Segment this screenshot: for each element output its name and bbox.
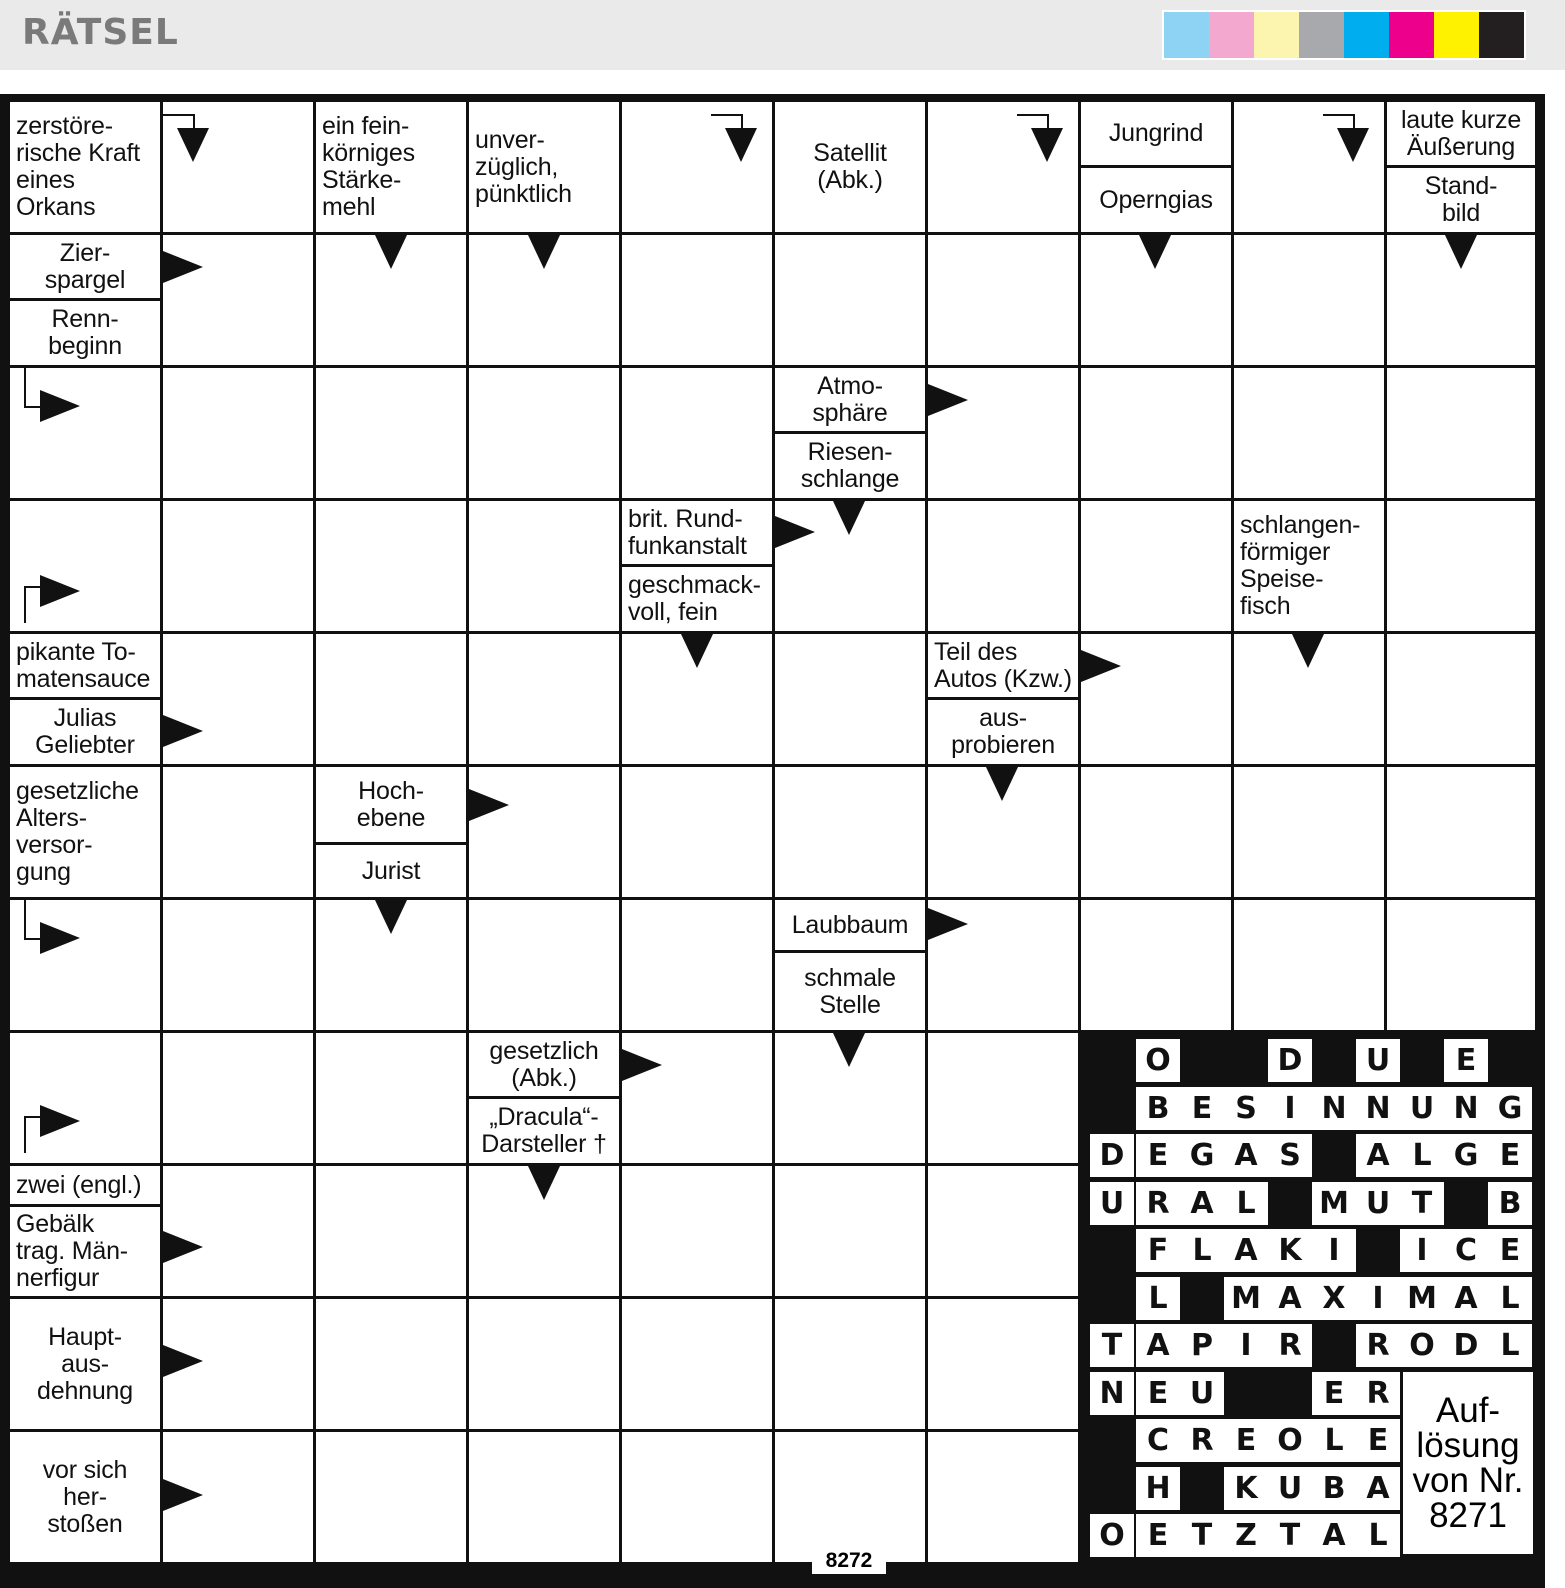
clue-c6 (1081, 168, 1231, 232)
solution-letter: U (1400, 1087, 1444, 1130)
clue-c13 (622, 501, 772, 564)
answer-cell[interactable] (622, 900, 772, 1030)
solution-letter: O (1400, 1324, 1444, 1367)
arrow-down-icon (1445, 235, 1477, 269)
solution-letter: X (1312, 1277, 1356, 1320)
clue-text: Laubbaum (791, 910, 909, 939)
solution-letter: I (1224, 1324, 1268, 1367)
answer-cell[interactable] (1234, 900, 1384, 1030)
solution-letter: S (1224, 1087, 1268, 1130)
solution-letter: E (1488, 1229, 1532, 1272)
previous-solution-label: Auf- lösung von Nr. 8271 (1403, 1372, 1533, 1554)
answer-cell[interactable] (469, 1299, 619, 1429)
solution-letter: M (1224, 1277, 1268, 1320)
solution-letter: E (1224, 1419, 1268, 1462)
solution-letter: D (1444, 1324, 1488, 1367)
arrow-right-icon (40, 1105, 80, 1137)
solution-letter: A (1356, 1134, 1400, 1177)
solution-letter: T (1180, 1514, 1224, 1557)
clue-c29 (10, 1299, 160, 1429)
solution-letter: A (1136, 1324, 1180, 1367)
solution-letter: L (1136, 1277, 1180, 1320)
crossword-board (0, 94, 1545, 1588)
clue-c1 (10, 102, 160, 232)
solution-letter: A (1356, 1467, 1400, 1510)
solution-letter: Z (1224, 1514, 1268, 1557)
clue-cell (10, 1432, 160, 1562)
clue-text: gesetzlich (Abk.) (489, 1036, 599, 1092)
color-swatch (1254, 12, 1299, 58)
arrow-down-icon (375, 900, 407, 934)
arrow-right-icon (163, 1231, 203, 1263)
answer-cell[interactable] (1387, 634, 1535, 764)
solution-letter: R (1136, 1182, 1180, 1225)
arrow-right-icon (40, 922, 80, 954)
solution-letter: N (1090, 1372, 1134, 1415)
solution-letter: N (1356, 1087, 1400, 1130)
clue-cell (10, 235, 160, 365)
clue-c12 (775, 434, 925, 498)
solution-letter: N (1312, 1087, 1356, 1130)
answer-cell[interactable] (928, 501, 1078, 631)
solution-letter: E (1444, 1039, 1488, 1082)
arrow-down-icon (1337, 128, 1369, 162)
solution-letter: L (1488, 1324, 1532, 1367)
solution-letter: E (1136, 1372, 1180, 1415)
solution-letter: B (1488, 1182, 1532, 1225)
solution-letter: M (1312, 1182, 1356, 1225)
arrow-down-icon (1292, 634, 1324, 668)
solution-letter: U (1180, 1372, 1224, 1415)
clue-cell (10, 102, 160, 232)
solution-letter: E (1356, 1419, 1400, 1462)
solution-letter: N (1444, 1087, 1488, 1130)
solution-letter: L (1180, 1229, 1224, 1272)
clue-c15 (1234, 501, 1384, 631)
arrow-right-icon (40, 390, 80, 422)
puzzle-number: 8272 (812, 1548, 886, 1574)
answer-cell[interactable] (1081, 900, 1231, 1030)
answer-cell[interactable] (775, 1166, 925, 1296)
clue-c30 (10, 1432, 160, 1562)
clue-cell (1234, 501, 1384, 631)
answer-cell[interactable] (1387, 767, 1535, 897)
answer-cell[interactable] (316, 1432, 466, 1562)
clue-cell (775, 368, 925, 498)
clue-text: pikante To- matensauce (16, 637, 151, 693)
answer-cell[interactable] (928, 1432, 1078, 1562)
answer-cell[interactable] (928, 1033, 1078, 1163)
clue-text: Operngias (1099, 185, 1213, 214)
arrow-down-icon (177, 128, 209, 162)
clue-text: „Dracula“- Darsteller † (481, 1103, 607, 1158)
clue-text: Riesen- schlange (800, 438, 900, 493)
answer-cell[interactable] (163, 900, 313, 1030)
arrow-right-icon (928, 384, 968, 416)
solution-letter: A (1180, 1182, 1224, 1225)
clue-cell (10, 1166, 160, 1296)
color-calibration-bar (1162, 10, 1526, 60)
arrow-down-icon (986, 767, 1018, 801)
solution-letter: E (1488, 1134, 1532, 1177)
answer-cell[interactable] (622, 1299, 772, 1429)
page-header (0, 0, 1565, 70)
clue-text: Hoch- ebene (356, 776, 426, 832)
clue-c11 (775, 368, 925, 431)
solution-letter: E (1136, 1514, 1180, 1557)
answer-cell[interactable] (316, 1033, 466, 1163)
clue-text: Renn- beginn (48, 305, 122, 360)
answer-cell[interactable] (316, 1166, 466, 1296)
clue-text: Satellit (Abk.) (813, 139, 887, 194)
clue-c19 (928, 700, 1078, 764)
answer-cell[interactable] (775, 767, 925, 897)
answer-cell[interactable] (622, 767, 772, 897)
clue-text: zwei (engl.) (16, 1170, 142, 1199)
answer-cell[interactable] (622, 1166, 772, 1296)
answer-cell[interactable] (316, 501, 466, 631)
clue-c28 (10, 1207, 160, 1296)
clue-c21 (316, 767, 466, 842)
solution-letter: B (1312, 1467, 1356, 1510)
solution-letter: T (1268, 1514, 1312, 1557)
clue-c23 (775, 900, 925, 950)
answer-cell[interactable] (775, 235, 925, 365)
arrow-down-icon (833, 1033, 865, 1067)
solution-letter: A (1224, 1134, 1268, 1177)
answer-cell[interactable] (775, 634, 925, 764)
clue-text: laute kurze Äußerung (1400, 105, 1522, 161)
arrow-right-icon (163, 1345, 203, 1377)
answer-cell[interactable] (928, 235, 1078, 365)
answer-cell[interactable] (1234, 767, 1384, 897)
clue-text: gesetzliche Alters- versor- gung (16, 777, 139, 886)
answer-cell[interactable] (1081, 767, 1231, 897)
answer-cell[interactable] (622, 235, 772, 365)
answer-cell[interactable] (622, 102, 772, 232)
clue-cell (316, 767, 466, 897)
arrow-down-icon (681, 634, 713, 668)
clue-text: Jurist (361, 856, 421, 885)
solution-letter: T (1400, 1182, 1444, 1225)
solution-letter: S (1268, 1134, 1312, 1177)
arrow-right-icon (928, 908, 968, 940)
clue-text: geschmack- voll, fein (628, 571, 761, 626)
clue-text: Teil des Autos (Kzw.) (934, 637, 1072, 693)
answer-cell[interactable] (316, 368, 466, 498)
solution-letter: E (1136, 1134, 1180, 1177)
solution-letter: L (1356, 1514, 1400, 1557)
arrow-down-icon (375, 235, 407, 269)
clue-cell (10, 634, 160, 764)
answer-cell[interactable] (1081, 501, 1231, 631)
clue-cell (1081, 102, 1231, 232)
solution-letter: H (1136, 1467, 1180, 1510)
clue-text: schmale Stelle (804, 963, 896, 1019)
clue-cell (469, 1033, 619, 1163)
clue-c27 (10, 1166, 160, 1204)
answer-cell[interactable] (622, 1432, 772, 1562)
arrow-down-icon (1031, 128, 1063, 162)
clue-cell (10, 1299, 160, 1429)
answer-cell[interactable] (163, 368, 313, 498)
solution-letter: O (1268, 1419, 1312, 1462)
answer-cell[interactable] (316, 634, 466, 764)
color-swatch (1299, 12, 1344, 58)
clue-c5 (1081, 102, 1231, 165)
clue-text: ein fein- körniges Stärke- mehl (322, 112, 415, 221)
answer-cell[interactable] (163, 767, 313, 897)
clue-text: aus- probieren (951, 704, 1055, 759)
solution-letter: G (1180, 1134, 1224, 1177)
answer-cell[interactable] (316, 1299, 466, 1429)
clue-text: Jungrind (1108, 119, 1204, 147)
clue-cell (775, 900, 925, 1030)
solution-letter: E (1312, 1372, 1356, 1415)
answer-cell[interactable] (163, 501, 313, 631)
clue-cell (1387, 102, 1535, 232)
clue-c8 (1387, 168, 1535, 232)
solution-letter: U (1356, 1039, 1400, 1082)
solution-letter: D (1090, 1134, 1134, 1177)
solution-letter: I (1356, 1277, 1400, 1320)
clue-cell (316, 102, 466, 232)
clue-text: vor sich her- stoßen (42, 1455, 128, 1538)
color-swatch (1389, 12, 1434, 58)
clue-c24 (775, 953, 925, 1030)
clue-c3 (469, 102, 619, 232)
solution-letter: L (1312, 1419, 1356, 1462)
color-swatch (1344, 12, 1389, 58)
solution-letter: B (1136, 1087, 1180, 1130)
arrow-right-icon (163, 251, 203, 283)
answer-cell[interactable] (775, 1432, 925, 1562)
solution-letter: A (1268, 1277, 1312, 1320)
color-swatch (1434, 12, 1479, 58)
solution-letter: P (1180, 1324, 1224, 1367)
solution-letter: R (1180, 1419, 1224, 1462)
clue-text: unver- züglich, pünktlich (475, 125, 572, 208)
color-swatch (1479, 12, 1524, 58)
clue-text: Atmo- sphäre (812, 371, 888, 427)
answer-cell[interactable] (928, 1299, 1078, 1429)
clue-c20 (10, 767, 160, 897)
arrow-down-icon (1139, 235, 1171, 269)
clue-cell (10, 767, 160, 897)
arrow-right-icon (469, 789, 509, 821)
answer-cell[interactable] (1387, 368, 1535, 498)
solution-letter: G (1444, 1134, 1488, 1177)
answer-cell[interactable] (775, 1299, 925, 1429)
answer-cell[interactable] (928, 102, 1078, 232)
clue-text: Gebälk trag. Män- nerfigur (16, 1210, 128, 1292)
answer-cell[interactable] (1234, 368, 1384, 498)
answer-cell[interactable] (1234, 235, 1384, 365)
arrow-right-icon (622, 1049, 662, 1081)
clue-c7 (1387, 102, 1535, 165)
solution-letter: K (1224, 1467, 1268, 1510)
clue-c18 (928, 634, 1078, 697)
clue-text: brit. Rund- funkanstalt (628, 504, 747, 560)
solution-letter: K (1268, 1229, 1312, 1272)
solution-letter: U (1090, 1182, 1134, 1225)
clue-c9 (10, 235, 160, 298)
solution-letter: E (1180, 1087, 1224, 1130)
arrow-right-icon (163, 1479, 203, 1511)
solution-letter: O (1090, 1514, 1134, 1557)
answer-cell[interactable] (469, 1432, 619, 1562)
answer-cell[interactable] (469, 767, 619, 897)
clue-text: Zier- spargel (44, 238, 126, 294)
answer-cell[interactable] (469, 501, 619, 631)
solution-letter: L (1400, 1134, 1444, 1177)
clue-c26 (469, 1099, 619, 1163)
answer-cell[interactable] (1234, 102, 1384, 232)
solution-letter: I (1400, 1229, 1444, 1272)
solution-letter: A (1444, 1277, 1488, 1320)
solution-letter: T (1090, 1324, 1134, 1367)
answer-cell[interactable] (928, 1166, 1078, 1296)
arrow-down-icon (725, 128, 757, 162)
answer-cell[interactable] (469, 900, 619, 1030)
clue-c2 (316, 102, 466, 232)
color-swatch (1209, 12, 1254, 58)
clue-text: zerstöre- rische Kraft eines Orkans (16, 112, 141, 221)
solution-letter: C (1136, 1419, 1180, 1462)
clue-text: Stand- bild (1424, 172, 1498, 227)
arrow-down-icon (528, 1166, 560, 1200)
solution-letter: U (1356, 1182, 1400, 1225)
solution-letter: F (1136, 1229, 1180, 1272)
clue-c16 (10, 634, 160, 697)
solution-letter: U (1268, 1467, 1312, 1510)
answer-cell[interactable] (469, 368, 619, 498)
answer-cell[interactable] (163, 1033, 313, 1163)
solution-letter: L (1224, 1182, 1268, 1225)
clue-c14 (622, 567, 772, 631)
arrow-right-icon (775, 516, 815, 548)
arrow-down-icon (528, 235, 560, 269)
clue-c10 (10, 301, 160, 365)
solution-letter: D (1268, 1039, 1312, 1082)
arrow-right-icon (163, 715, 203, 747)
clue-c22 (316, 845, 466, 897)
arrow-down-icon (833, 501, 865, 535)
clue-cell (469, 102, 619, 232)
solution-letter: L (1488, 1277, 1532, 1320)
clue-cell (775, 102, 925, 232)
clue-c25 (469, 1033, 619, 1096)
clue-c4 (775, 102, 925, 232)
clue-cell (622, 501, 772, 631)
answer-cell[interactable] (1387, 900, 1535, 1030)
answer-cell[interactable] (469, 634, 619, 764)
answer-cell[interactable] (622, 368, 772, 498)
clue-c17 (10, 700, 160, 764)
answer-cell[interactable] (1387, 501, 1535, 631)
solution-letter: R (1356, 1324, 1400, 1367)
solution-letter: I (1268, 1087, 1312, 1130)
solution-letter: C (1444, 1229, 1488, 1272)
clue-text: Haupt- aus- dehnung (37, 1322, 133, 1405)
solution-letter: A (1224, 1229, 1268, 1272)
color-swatch (1164, 12, 1209, 58)
arrow-right-icon (1081, 650, 1121, 682)
page-title: RÄTSEL (22, 12, 179, 53)
solution-letter: G (1488, 1087, 1532, 1130)
solution-letter: M (1400, 1277, 1444, 1320)
clue-text: schlangen- förmiger Speise- fisch (1240, 511, 1361, 620)
solution-letter: R (1268, 1324, 1312, 1367)
arrow-right-icon (40, 575, 80, 607)
solution-letter: R (1356, 1372, 1400, 1415)
answer-cell[interactable] (1081, 368, 1231, 498)
clue-cell (928, 634, 1078, 764)
solution-letter: I (1312, 1229, 1356, 1272)
solution-letter: O (1136, 1039, 1180, 1082)
clue-text: Julias Geliebter (35, 704, 135, 759)
solution-letter: A (1312, 1514, 1356, 1557)
